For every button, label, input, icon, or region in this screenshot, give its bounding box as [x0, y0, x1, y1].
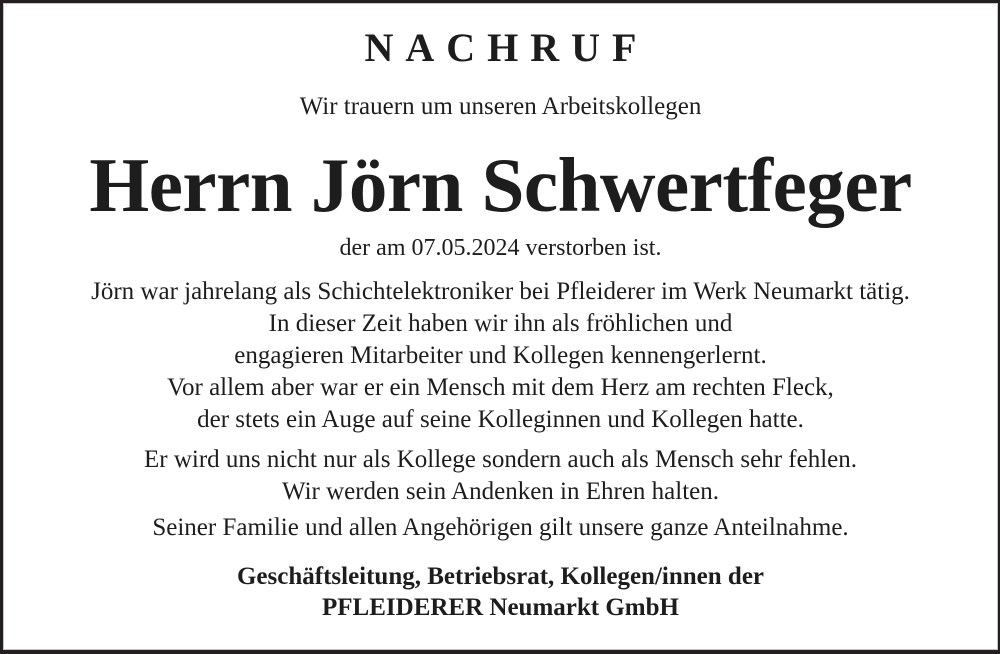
notice-title: NACHRUF: [364, 25, 649, 70]
memorial-paragraph: [3, 276, 998, 436]
memorial-paragraph-line: Jörn war jahrelang als Schichtelektroniker bei Pfleiderer im Werk Neumarkt tätig.: [91, 278, 910, 305]
intro-line: Wir trauern um unseren Arbeitskollegen: [299, 93, 702, 120]
memorial-paragraph-line: engagieren Mitarbeiter und Kollegen kennengerlernt.: [234, 342, 767, 369]
memorial-paragraph-line: In dieser Zeit haben wir ihn als fröhlichen und: [268, 310, 733, 337]
death-date-line: der am 07.05.2024 verstorben ist.: [339, 235, 662, 261]
signature-block: [3, 561, 998, 623]
signature-line: Geschäftsleitung, Betriebsrat, Kollegen/innen der: [236, 563, 765, 590]
remembrance-paragraph-line: Wir werden sein Andenken in Ehren halten.: [281, 478, 720, 505]
deceased-name: Herrn Jörn Schwertfeger: [89, 142, 912, 228]
condolence-line: Seiner Familie und allen Angehörigen gilt unsere ganze Anteilnahme.: [152, 514, 849, 541]
remembrance-paragraph: [3, 444, 998, 508]
memorial-paragraph-line: Vor allem aber war er ein Mensch mit dem Herz am rechten Fleck,: [167, 374, 834, 401]
signature-line: PFLEIDERER Neumarkt GmbH: [322, 594, 679, 621]
memorial-paragraph-line: der stets ein Auge auf seine Kolleginnen und Kollegen hatte.: [197, 406, 804, 433]
remembrance-paragraph-line: Er wird uns nicht nur als Kollege sondern auch als Mensch sehr fehlen.: [143, 446, 857, 473]
